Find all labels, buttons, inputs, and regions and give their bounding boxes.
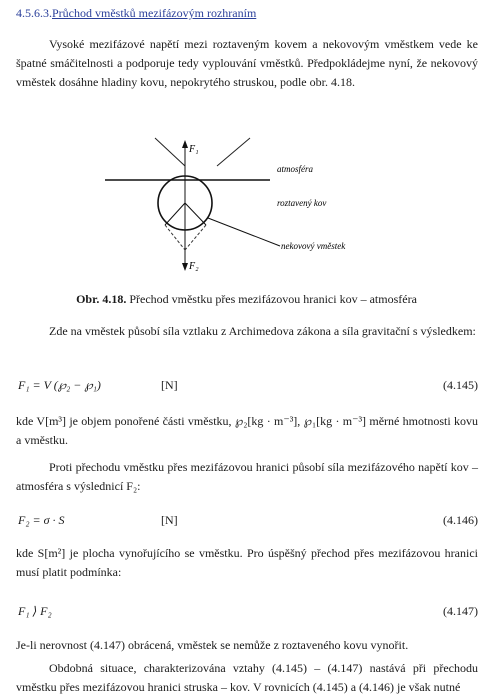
dashed-right bbox=[185, 225, 206, 250]
equation-4-147 bbox=[16, 604, 478, 622]
section-number: 4.5.6.3. bbox=[16, 6, 52, 20]
radius-left bbox=[165, 203, 185, 225]
f2-arrow bbox=[182, 263, 188, 271]
label-roztaveny-kov: roztavený kov bbox=[277, 198, 327, 208]
paragraph-definitions: kde V[m³] je objem ponořené části vměstku, ℘₂[kg · m⁻³], ℘₁[kg · m⁻³] měrné hmotnosti kovu a vměstku. bbox=[16, 414, 478, 447]
label-f1: F₁ bbox=[189, 144, 199, 155]
surface-tension-left bbox=[155, 138, 185, 166]
caption-number: Obr. 4.18. bbox=[76, 292, 127, 306]
figure-caption bbox=[0, 292, 493, 307]
paragraph-intro: Vysoké mezifázové napětí mezi roztaveným kovem a nekovovým vměstkem vede ke špatné smáčitelnosti a podporuje tedy vyplouvání vměstků. Předpokládejme nyní, že nekovový vměstek dosáhne hladiny kovu, nepokrytého struskou, podle obr. 4.18. bbox=[16, 37, 478, 89]
surface-tension-right bbox=[217, 138, 250, 166]
equation-number: (4.146) bbox=[443, 513, 478, 527]
f1-arrow bbox=[182, 140, 188, 148]
radius-right bbox=[185, 203, 206, 225]
equation-number: (4.145) bbox=[443, 378, 478, 392]
paragraph-inverse: Je-li nerovnost (4.147) obrácená, vměstek se nemůže z roztaveného kovu vynořit. bbox=[16, 638, 409, 652]
equation-unit: [N] bbox=[161, 513, 178, 527]
paragraph-surface-tension: Proti přechodu vměstku přes mezifázovou hranici působí síla mezifázového napětí kov – atmosféra s výslednicí F₂: bbox=[16, 460, 478, 493]
equation-number: (4.147) bbox=[443, 604, 478, 618]
pointer-line bbox=[208, 218, 280, 246]
equation-formula: F₁ ⟩ F₂ bbox=[18, 604, 52, 618]
equation-4-146 bbox=[16, 513, 478, 531]
label-nekovovy-vmestek: nekovový vměstek bbox=[281, 241, 346, 251]
label-atmosfera: atmosféra bbox=[277, 164, 313, 174]
section-heading bbox=[16, 6, 256, 21]
paragraph-forces: Zde na vměstek působí síla vztlaku z Archimedova zákona a síla gravitační s výsledkem: bbox=[49, 324, 476, 338]
section-title: Průchod vměstků mezifázovým rozhraním bbox=[52, 6, 257, 20]
equation-formula: F₂ = σ · S bbox=[18, 513, 65, 527]
equation-4-145 bbox=[16, 378, 478, 396]
paragraph-slag: Obdobná situace, charakterizována vztahy (4.145) – (4.147) nastává při přechodu vměstku přes mezifázovou hranici struska – kov. V rovnicích (4.145) a (4.146) je však nutné bbox=[16, 661, 478, 694]
inclusion-figure bbox=[105, 128, 395, 276]
equation-formula: F₁ = V (℘₂ − ℘₁) bbox=[18, 378, 101, 392]
equation-unit: [N] bbox=[161, 378, 178, 392]
caption-text: Přechod vměstku přes mezifázovou hranici kov – atmosféra bbox=[126, 292, 417, 306]
label-f2: F₂ bbox=[189, 261, 199, 272]
paragraph-condition: kde S[m²] je plocha vynořujícího se vměstku. Pro úspěšný přechod přes mezifázovou hranici musí platit podmínka: bbox=[16, 546, 478, 579]
